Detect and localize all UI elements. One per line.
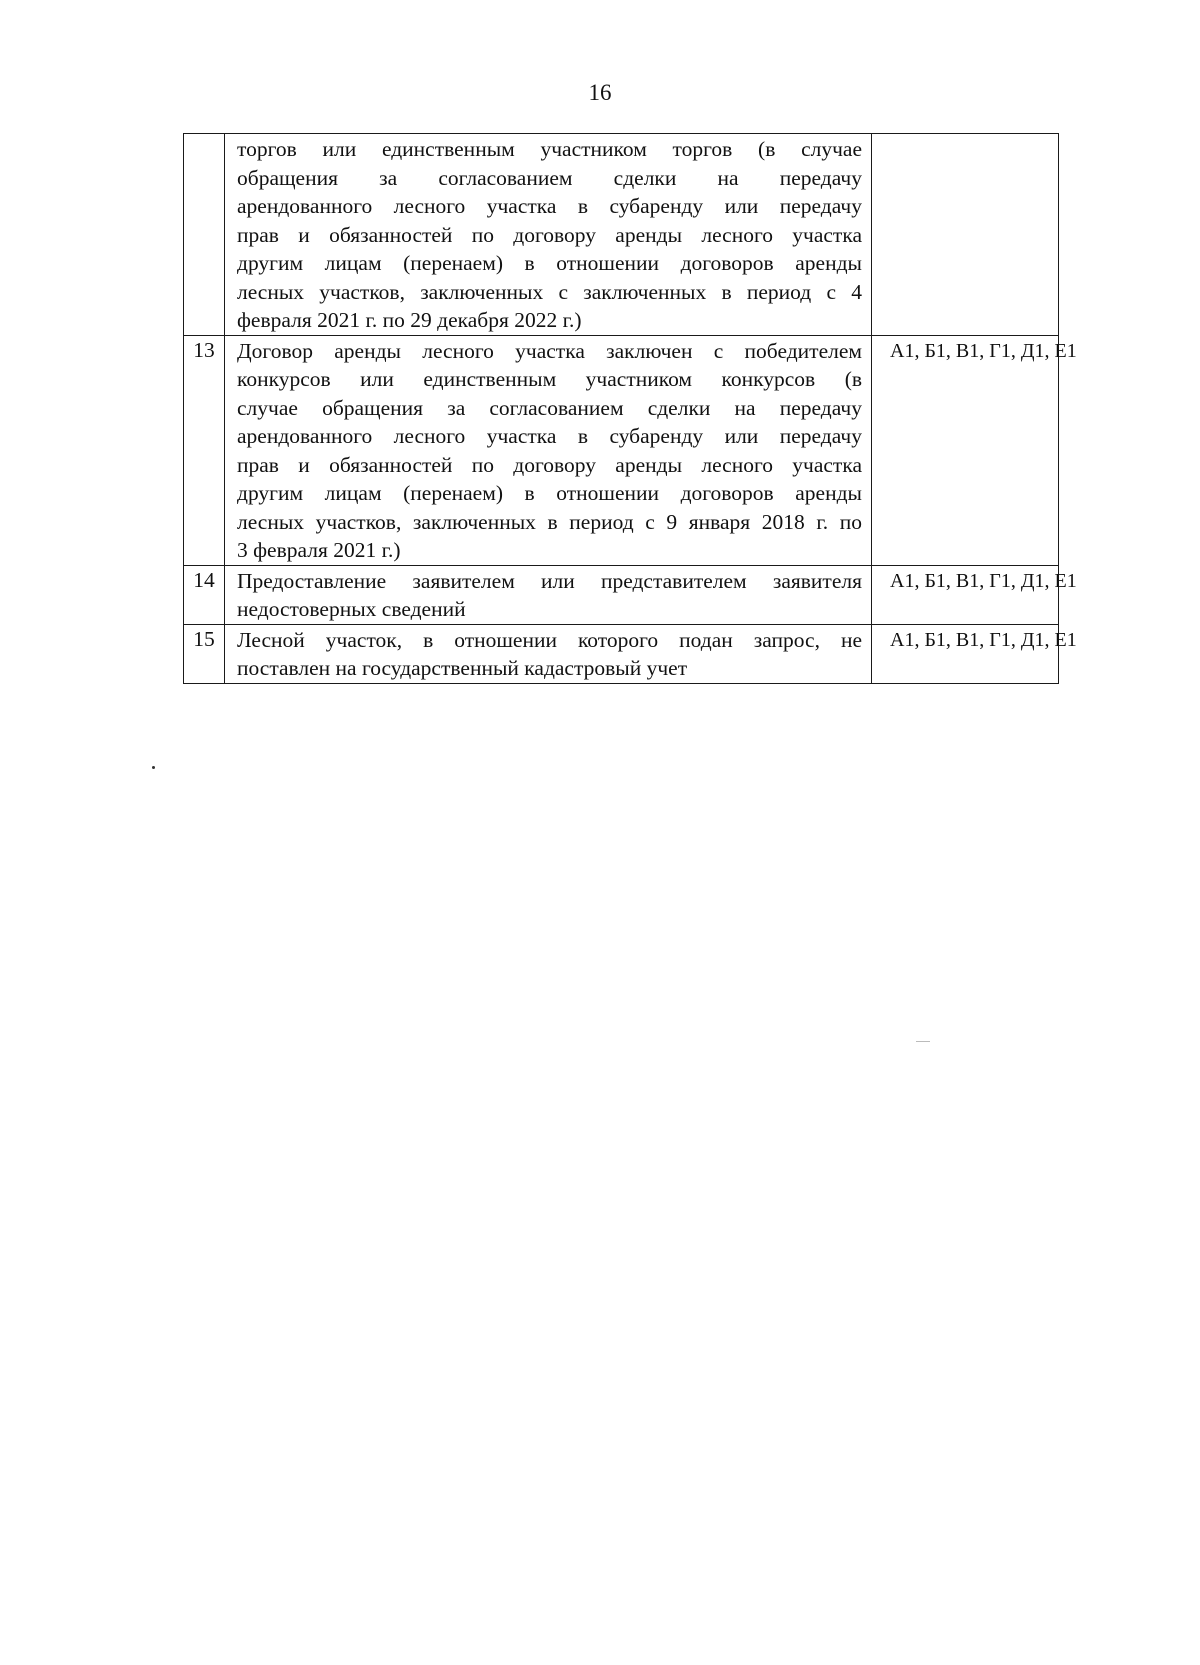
description-line: поставлен на государственный кадастровый учет — [237, 656, 688, 680]
description-line: арендованного лесного участка в субаренду или передачу — [237, 424, 862, 448]
description-line: торгов или единственным участником торгов (в случае — [237, 137, 862, 161]
description-line: лесных участков, заключенных в период с 9 января 2018 г. по — [237, 509, 862, 534]
description-line: прав и обязанностей по договору аренды лесного участка — [237, 222, 862, 247]
row-number: 13 — [184, 335, 225, 565]
table-row — [184, 624, 1059, 683]
row-number — [184, 134, 225, 336]
grounds-table — [183, 133, 1077, 684]
description-line: 3 февраля 2021 г.) — [237, 538, 401, 562]
row-description — [225, 134, 872, 336]
description-line: другим лицам (перенаем) в отношении договоров аренды — [237, 251, 862, 275]
row-number: 15 — [184, 624, 225, 683]
row-number: 14 — [184, 565, 225, 624]
row-description — [225, 335, 872, 565]
description-line: Договор аренды лесного участка заключен с победителем — [237, 338, 862, 363]
scan-artifact-dot — [152, 766, 155, 769]
page-number: 16 — [588, 80, 612, 105]
row-codes — [872, 134, 1059, 336]
row-codes: А1, Б1, В1, Г1, Д1, Е1 — [872, 624, 1059, 683]
description-line: случае обращения за согласованием сделки на передачу — [237, 395, 862, 420]
table-row — [184, 335, 1059, 565]
row-codes: А1, Б1, В1, Г1, Д1, Е1 — [872, 335, 1059, 565]
description-line: лесных участков, заключенных с заключенных в период с 4 — [237, 279, 862, 304]
description-line: конкурсов или единственным участником конкурсов (в — [237, 367, 862, 391]
row-description — [225, 624, 872, 683]
description-line: арендованного лесного участка в субаренду или передачу — [237, 194, 862, 218]
description-line: февраля 2021 г. по 29 декабря 2022 г.) — [237, 308, 582, 332]
table-row — [184, 565, 1059, 624]
grounds-table-body — [184, 134, 1077, 684]
description-line: Лесной участок, в отношении которого подан запрос, не — [237, 627, 862, 652]
description-line: другим лицам (перенаем) в отношении договоров аренды — [237, 481, 862, 505]
scan-artifact-line — [916, 1041, 930, 1042]
description-line: недостоверных сведений — [237, 597, 466, 621]
row-codes: А1, Б1, В1, Г1, Д1, Е1 — [872, 565, 1059, 624]
row-description — [225, 565, 872, 624]
description-line: Предоставление заявителем или представителем заявителя — [237, 568, 862, 593]
description-line: прав и обязанностей по договору аренды лесного участка — [237, 452, 862, 477]
table-row — [184, 134, 1059, 336]
description-line: обращения за согласованием сделки на передачу — [237, 165, 862, 190]
